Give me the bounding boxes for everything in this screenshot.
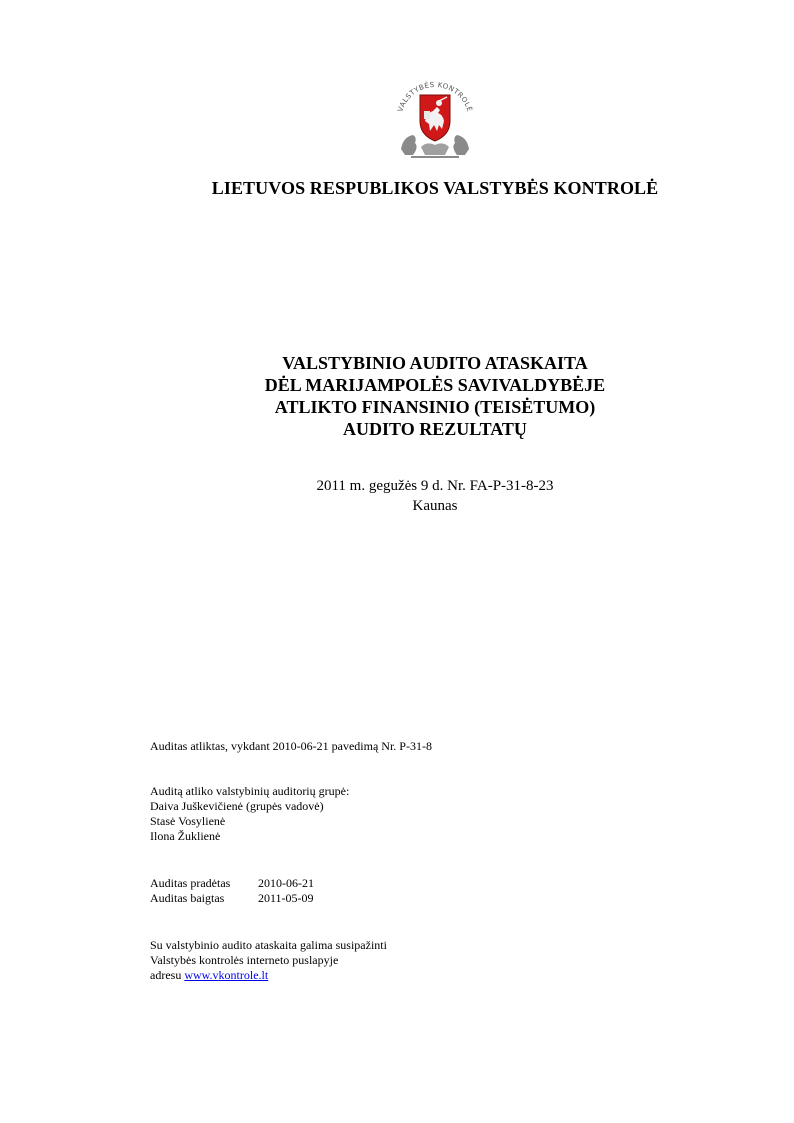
report-city: Kaunas — [412, 498, 458, 514]
emblem-arc-text: VALSTYBĖS KONTROLĖ — [396, 80, 474, 113]
website-link[interactable]: www.vkontrole.lt — [184, 968, 269, 982]
audit-group — [150, 784, 349, 844]
started-value: 2010-06-21 — [258, 876, 314, 890]
audit-group-member: Ilona Žuklienė — [150, 829, 221, 843]
report-title-line: DĖL MARIJAMPOLĖS SAVIVALDYBĖJE — [264, 375, 606, 395]
organization-title: LIETUVOS RESPUBLIKOS VALSTYBĖS KONTROLĖ — [211, 178, 659, 198]
report-date-number: 2011 m. gegužės 9 d. Nr. FA-P-31-8-23 — [316, 478, 554, 494]
report-title-line: ATLIKTO FINANSINIO (TEISĖTUMO) — [274, 397, 596, 417]
info-prefix: adresu — [150, 968, 185, 982]
report-title-line: VALSTYBINIO AUDITO ATASKAITA — [282, 353, 588, 373]
report-title-line: AUDITO REZULTATŲ — [343, 419, 527, 439]
date-row-started — [150, 876, 314, 891]
coat-of-arms-icon — [393, 77, 477, 161]
report-meta — [0, 476, 794, 516]
finished-label: Auditas baigtas — [150, 891, 225, 905]
assignment-text: Auditas atliktas, vykdant 2010-06-21 pavedimą Nr. P-31-8 — [150, 739, 432, 753]
info-block — [150, 938, 387, 983]
report-title — [0, 352, 794, 440]
audit-group-member: Daiva Juškevičienė (grupės vadovė) — [150, 799, 324, 813]
info-line: Valstybės kontrolės interneto puslapyje — [150, 953, 339, 967]
date-row-finished — [150, 891, 314, 906]
info-line: Su valstybinio audito ataskaita galima susipažinti — [150, 938, 387, 952]
info-line-link — [150, 968, 387, 983]
started-label: Auditas pradėtas — [150, 876, 231, 890]
audit-dates — [150, 876, 314, 906]
audit-group-member: Stasė Vosylienė — [150, 814, 226, 828]
audit-group-heading: Auditą atliko valstybinių auditorių grupė: — [150, 784, 350, 798]
finished-value: 2011-05-09 — [258, 891, 314, 905]
